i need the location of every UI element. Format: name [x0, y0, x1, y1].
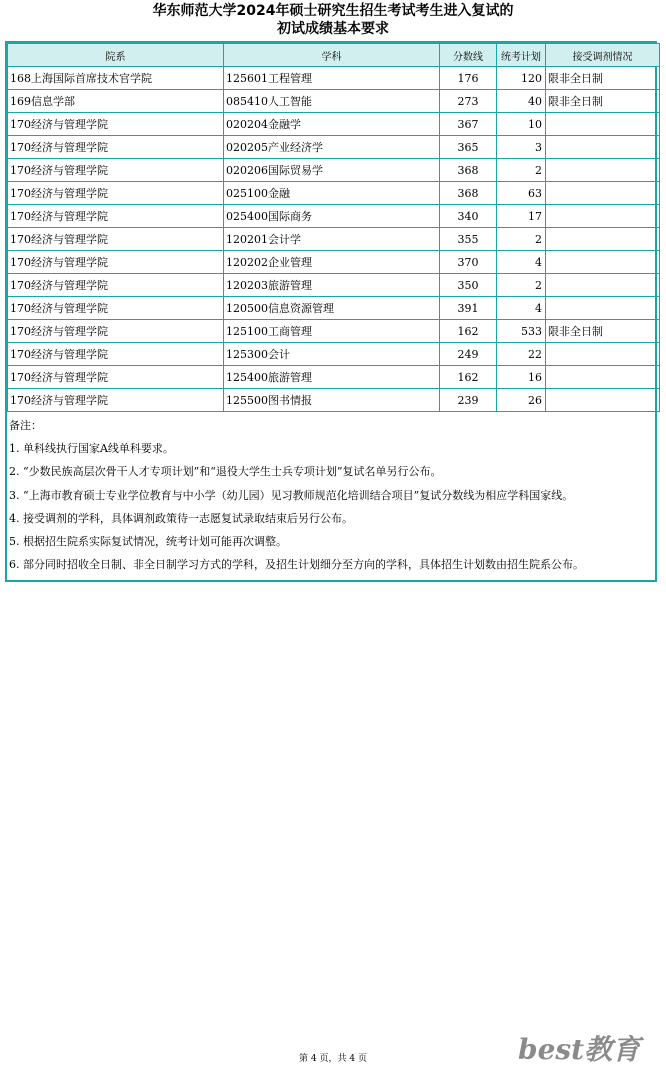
table-row [8, 343, 660, 366]
cell-subject: 125400旅游管理 [224, 366, 440, 389]
score-requirements-sheet [5, 41, 657, 582]
table-row [8, 90, 660, 113]
cell-plan: 2 [497, 228, 546, 251]
cell-plan: 63 [497, 182, 546, 205]
cell-subject: 020204金融学 [224, 113, 440, 136]
cell-department: 170经济与管理学院 [8, 205, 224, 228]
note-item: 4. 接受调剂的学科，具体调剂政策待一志愿复试录取结束后另行公布。 [9, 511, 353, 525]
note-item: 6. 部分同时招收全日制、非全日制学习方式的学科，及招生计划细分至方向的学科，具体招生计划数由招生院系公布。 [9, 558, 584, 572]
cell-subject: 120203旅游管理 [224, 274, 440, 297]
cell-plan: 4 [497, 251, 546, 274]
note-item: 5. 根据招生院系实际复试情况，统考计划可能再次调整。 [9, 534, 287, 548]
header-subject: 学科 [224, 44, 440, 67]
header-score-line: 分数线 [440, 44, 497, 67]
cell-score: 368 [440, 182, 497, 205]
cell-adjustment: 限非全日制 [546, 67, 660, 90]
cell-adjustment [546, 274, 660, 297]
note-item: 2. “少数民族高层次骨干人才专项计划”和“退役大学生士兵专项计划”复试名单另行公布。 [9, 465, 442, 479]
cell-adjustment [546, 366, 660, 389]
cell-score: 340 [440, 205, 497, 228]
notes-section [7, 412, 655, 580]
cell-score: 355 [440, 228, 497, 251]
cell-department: 170经济与管理学院 [8, 297, 224, 320]
cell-adjustment [546, 228, 660, 251]
cell-plan: 2 [497, 159, 546, 182]
cell-department: 170经济与管理学院 [8, 389, 224, 412]
cell-score: 391 [440, 297, 497, 320]
cell-department: 170经济与管理学院 [8, 251, 224, 274]
header-adjustment: 接受调剂情况 [546, 44, 660, 67]
table-row [8, 366, 660, 389]
cell-score: 365 [440, 136, 497, 159]
cell-adjustment: 限非全日制 [546, 90, 660, 113]
cell-subject: 125500图书情报 [224, 389, 440, 412]
cell-subject: 025400国际商务 [224, 205, 440, 228]
table-row [8, 159, 660, 182]
cell-adjustment [546, 182, 660, 205]
cell-department: 170经济与管理学院 [8, 113, 224, 136]
cell-adjustment [546, 136, 660, 159]
cell-plan: 26 [497, 389, 546, 412]
cell-department: 170经济与管理学院 [8, 228, 224, 251]
cell-adjustment [546, 205, 660, 228]
cell-plan: 16 [497, 366, 546, 389]
page-footer: 第 4 页，共 4 页 [299, 1054, 367, 1064]
cell-adjustment [546, 251, 660, 274]
cell-department: 170经济与管理学院 [8, 136, 224, 159]
cell-subject: 085410人工智能 [224, 90, 440, 113]
table-row [8, 182, 660, 205]
cell-subject: 125100工商管理 [224, 320, 440, 343]
table-row [8, 113, 660, 136]
cell-score: 370 [440, 251, 497, 274]
cell-plan: 533 [497, 320, 546, 343]
notes-heading: 备注： [9, 419, 42, 432]
table-row [8, 320, 660, 343]
cell-department: 170经济与管理学院 [8, 182, 224, 205]
cell-plan: 3 [497, 136, 546, 159]
table-row [8, 297, 660, 320]
table-row [8, 251, 660, 274]
cell-plan: 10 [497, 113, 546, 136]
cell-department: 168上海国际首席技术官学院 [8, 67, 224, 90]
table-row [8, 228, 660, 251]
cell-adjustment [546, 343, 660, 366]
cell-adjustment [546, 113, 660, 136]
cell-score: 249 [440, 343, 497, 366]
cell-department: 170经济与管理学院 [8, 320, 224, 343]
cell-score: 350 [440, 274, 497, 297]
table-row [8, 67, 660, 90]
cell-subject: 125601工程管理 [224, 67, 440, 90]
cell-subject: 125300会计 [224, 343, 440, 366]
cell-plan: 17 [497, 205, 546, 228]
cell-adjustment [546, 159, 660, 182]
cell-plan: 40 [497, 90, 546, 113]
cell-adjustment: 限非全日制 [546, 320, 660, 343]
cell-subject: 020206国际贸易学 [224, 159, 440, 182]
cell-subject: 120500信息资源管理 [224, 297, 440, 320]
cell-department: 169信息学部 [8, 90, 224, 113]
table-row [8, 274, 660, 297]
cell-department: 170经济与管理学院 [8, 274, 224, 297]
cell-department: 170经济与管理学院 [8, 343, 224, 366]
cell-score: 368 [440, 159, 497, 182]
cell-plan: 2 [497, 274, 546, 297]
table-header-row [8, 44, 660, 67]
cell-plan: 4 [497, 297, 546, 320]
cell-score: 162 [440, 320, 497, 343]
header-unified-plan: 统考计划 [497, 44, 546, 67]
cell-score: 176 [440, 67, 497, 90]
cell-score: 162 [440, 366, 497, 389]
note-item: 1. 单科线执行国家A线单科要求。 [9, 442, 174, 456]
table-row [8, 389, 660, 412]
cell-subject: 025100金融 [224, 182, 440, 205]
cell-department: 170经济与管理学院 [8, 159, 224, 182]
cell-plan: 22 [497, 343, 546, 366]
document-title-line-2: 初试成绩基本要求 [277, 21, 389, 37]
cell-adjustment [546, 297, 660, 320]
cell-score: 273 [440, 90, 497, 113]
watermark-logo: best教育 [518, 1033, 641, 1066]
document-title-line-1: 华东师范大学2024年硕士研究生招生考试考生进入复试的 [152, 3, 514, 19]
cell-adjustment [546, 389, 660, 412]
score-table [7, 43, 660, 412]
table-row [8, 136, 660, 159]
cell-subject: 020205产业经济学 [224, 136, 440, 159]
cell-plan: 120 [497, 67, 546, 90]
cell-department: 170经济与管理学院 [8, 366, 224, 389]
cell-score: 239 [440, 389, 497, 412]
cell-subject: 120201会计学 [224, 228, 440, 251]
cell-score: 367 [440, 113, 497, 136]
table-row [8, 205, 660, 228]
cell-subject: 120202企业管理 [224, 251, 440, 274]
note-item: 3. “上海市教育硕士专业学位教育与中小学（幼儿园）见习教师规范化培训结合项目”复试分数线为相应学科国家线。 [9, 488, 574, 502]
header-department: 院系 [8, 44, 224, 67]
